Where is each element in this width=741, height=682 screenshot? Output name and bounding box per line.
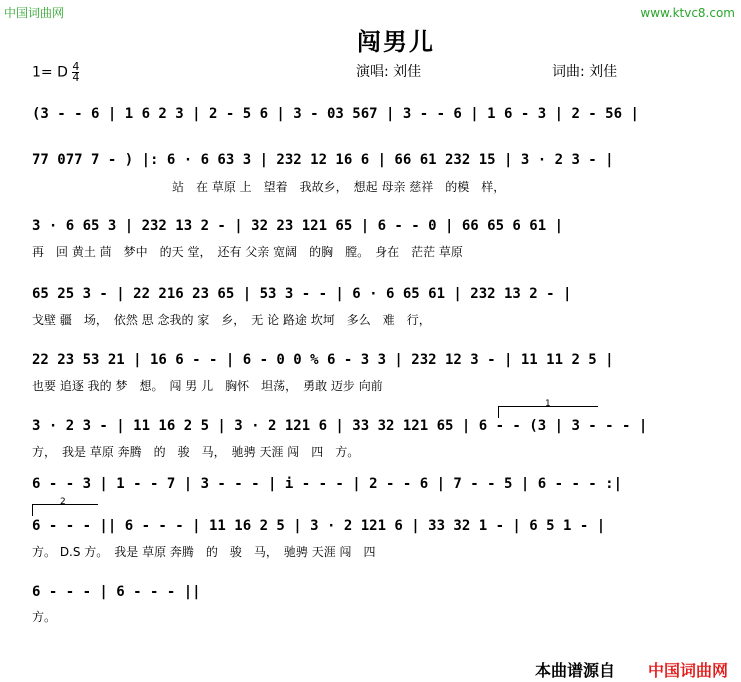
score-row-3: 3 · 6 65 3 | 232 13 2 - | 32 23 121 65 | 6 - - 0 | 66 65 6 61 |	[32, 218, 564, 234]
score-row-8: 6 - - - || 6 - - - | 11 16 2 5 | 3 · 2 121 6 | 33 32 1 - | 6 5 1 - |	[32, 518, 606, 534]
lyric-row-3: 再 回 黄土 茴 梦中 的天 堂， 还有 父亲 宽阔 的胸 膛。 身在 茫茫 草原	[32, 245, 463, 259]
volta-number-1: 1	[545, 399, 551, 409]
lyric-row-9: 方。	[32, 610, 57, 624]
watermark-left: 中国词曲网	[4, 6, 65, 20]
composer-credit: 词曲: 刘佳	[552, 64, 618, 80]
singer-credit: 演唱: 刘佳	[356, 64, 422, 80]
watermark-right: www.ktvc8.com	[640, 6, 735, 20]
score-row-6: 3 · 2 3 - | 11 16 2 5 | 3 · 2 121 6 | 33 32 121 65 | 6 - - (3 | 3 - - - |	[32, 418, 648, 434]
lyric-row-4: 戈壁 疆 场， 依然 思 念我的 家 乡， 无 论 路途 坎坷 多么 难 行，	[32, 313, 431, 327]
volta-bracket-2-start	[32, 504, 33, 516]
source-label: 本曲谱源自	[535, 661, 616, 680]
score-row-4: 65 25 3 - | 22 216 23 65 | 53 3 - - | 6 · 6 65 61 | 232 13 2 - |	[32, 286, 572, 302]
lyric-row-8: 方。 D.S 方。 我是 草原 奔腾 的 骏 马， 驰骋 天涯 闯 四	[32, 545, 376, 559]
score-row-2: 77 077 7 - ) |: 6 · 6 63 3 | 232 12 16 6 | 66 61 232 15 | 3 · 2 3 - |	[32, 152, 614, 168]
time-numerator: 4	[72, 60, 80, 73]
score-row-5: 22 23 53 21 | 16 6 - - | 6 - 0 0 % 6 - 3 3 | 232 12 3 - | 11 11 2 5 |	[32, 352, 614, 368]
key-signature	[32, 62, 79, 83]
score-row-7: 6 - - 3 | 1 - - 7 | 3 - - - | i - - - | 2 - - 6 | 7 - - 5 | 6 - - - :|	[32, 476, 623, 492]
score-row-1: (3 - - 6 | 1 6 2 3 | 2 - 5 6 | 3 - 03 567 | 3 - - 6 | 1 6 - 3 | 2 - 56 |	[32, 106, 639, 122]
brand-logo-text: 中国词曲网	[648, 661, 729, 680]
time-signature	[72, 62, 79, 83]
volta-bracket-1-end	[498, 406, 499, 418]
key-label: 1= D	[32, 64, 68, 81]
lyric-row-2: 站 在 草原 上 望着 我故乡， 想起 母亲 慈祥 的模 样，	[172, 180, 506, 194]
time-denominator: 4	[72, 71, 80, 84]
lyric-row-6: 方， 我是 草原 奔腾 的 骏 马， 驰骋 天涯 闯 四 方。	[32, 445, 360, 459]
score-row-9: 6 - - - | 6 - - - ||	[32, 584, 201, 600]
lyric-row-5: 也要 追逐 我的 梦 想。 闯 男 儿 胸怀 坦荡， 勇敢 迈步 向前	[32, 379, 383, 393]
volta-number-2: 2	[60, 497, 66, 507]
song-title: 闯男儿	[357, 28, 435, 56]
